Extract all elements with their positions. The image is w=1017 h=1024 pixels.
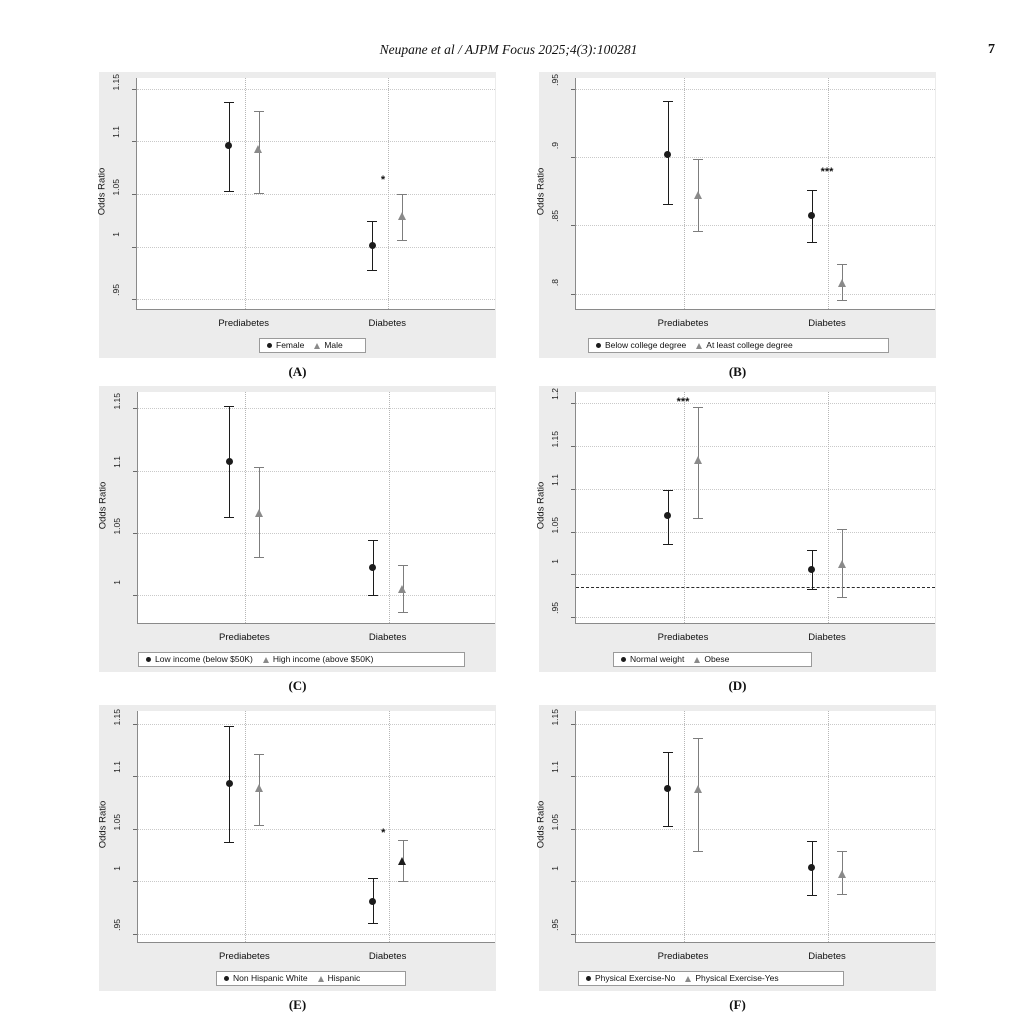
error-bar-cap — [693, 738, 703, 739]
error-bar-cap — [224, 406, 234, 407]
y-axis-tick-label: 1.15 — [112, 708, 122, 726]
significance-annotation: *** — [676, 396, 690, 408]
error-bar-cap — [693, 159, 703, 160]
y-axis-tick-mark — [571, 934, 575, 935]
x-axis-category-label: Prediabetes — [657, 318, 709, 329]
legend-marker-circle-icon — [586, 976, 591, 981]
error-bar-cap — [693, 231, 703, 232]
legend-marker-triangle-icon — [696, 343, 702, 349]
y-axis-tick-mark — [132, 299, 136, 300]
y-axis-tick-label: 1 — [112, 580, 122, 586]
x-axis-category-label: Diabetes — [368, 951, 407, 962]
y-axis-title: Odds Ratio — [535, 800, 547, 849]
y-axis-tick-label: .95 — [112, 918, 122, 931]
error-bar-cap — [398, 881, 408, 882]
legend-label: High income (above $50K) — [272, 654, 374, 665]
legend-label: Low income (below $50K) — [155, 654, 253, 665]
y-axis-tick-label: 1 — [550, 866, 560, 871]
y-axis-tick-mark — [571, 776, 575, 777]
gridline-vertical — [245, 392, 246, 623]
y-axis-tick-label: .95 — [111, 284, 121, 297]
legend-entry — [263, 655, 374, 664]
plot-area-a — [136, 78, 495, 310]
legend-entry — [694, 655, 729, 664]
data-point-marker-triangle — [254, 145, 262, 153]
error-bar-cap — [807, 242, 817, 243]
gridline-horizontal — [576, 489, 935, 490]
legend-marker-triangle-icon — [314, 343, 320, 349]
error-bar-cap — [254, 825, 264, 826]
gridline-horizontal — [137, 247, 495, 248]
y-axis-tick-label: .9 — [550, 142, 560, 150]
y-axis-tick-mark — [132, 194, 136, 195]
gridline-horizontal — [576, 934, 935, 935]
y-axis-title: Odds Ratio — [97, 800, 109, 849]
gridline-horizontal — [576, 574, 935, 575]
gridline-horizontal — [137, 194, 495, 195]
y-axis-tick-mark — [133, 595, 137, 596]
gridline-horizontal — [138, 934, 495, 935]
error-bar-cap — [367, 221, 377, 222]
error-bar-cap — [224, 102, 234, 103]
x-axis-category-label: Diabetes — [368, 318, 407, 329]
error-bar-cap — [837, 894, 847, 895]
significance-annotation: * — [380, 174, 386, 186]
data-point-marker-circle — [369, 242, 376, 249]
x-axis-category-label: Diabetes — [368, 632, 407, 643]
legend-entry — [224, 974, 308, 983]
error-bar-cap — [837, 597, 847, 598]
y-axis-tick-mark — [133, 829, 137, 830]
error-bar-cap — [224, 517, 234, 518]
y-axis-tick-mark — [132, 247, 136, 248]
legend-entry — [685, 974, 778, 983]
y-axis-tick-mark — [571, 157, 575, 158]
legend-label: Hispanic — [327, 973, 361, 984]
y-axis-tick-label: 1.05 — [112, 813, 122, 831]
y-axis-tick-label: .95 — [550, 602, 560, 614]
error-bar-cap — [224, 191, 234, 192]
gridline-horizontal — [138, 829, 495, 830]
legend-marker-circle-icon — [146, 657, 151, 662]
legend-entry — [267, 341, 304, 350]
significance-annotation: * — [381, 827, 386, 839]
y-axis-tick-mark — [133, 934, 137, 935]
error-bar-cap — [807, 550, 817, 551]
error-bar-cap — [368, 878, 378, 879]
gridline-horizontal — [576, 617, 935, 618]
y-axis-tick-mark — [571, 574, 575, 575]
legend-marker-circle-icon — [224, 976, 229, 981]
error-bar-cap — [368, 595, 378, 596]
x-axis-category-label: Prediabetes — [657, 951, 709, 962]
gridline-vertical — [684, 711, 685, 942]
legend-b — [588, 338, 889, 353]
error-bar-cap — [368, 540, 378, 541]
gridline-horizontal — [576, 446, 935, 447]
gridline-horizontal — [137, 89, 495, 90]
y-axis-tick-label: 1.2 — [550, 388, 560, 400]
error-bar-cap — [693, 851, 703, 852]
y-axis-tick-mark — [571, 403, 575, 404]
error-bar-cap — [837, 300, 847, 301]
y-axis-title: Odds Ratio — [535, 481, 547, 530]
error-bar-cap — [254, 111, 264, 112]
data-point-marker-circle — [226, 780, 233, 787]
panel-label-e: (E) — [288, 997, 307, 1012]
legend-e — [216, 971, 406, 986]
panel-label-d: (D) — [728, 678, 747, 693]
error-bar-cap — [807, 190, 817, 191]
x-axis-category-label: Diabetes — [808, 318, 846, 329]
legend-entry — [596, 341, 686, 350]
y-axis-tick-mark — [571, 89, 575, 90]
y-axis-tick-mark — [571, 724, 575, 725]
error-bar-cap — [397, 194, 407, 195]
legend-entry — [318, 974, 361, 983]
plot-area-c — [137, 392, 495, 624]
y-axis-tick-mark — [571, 617, 575, 618]
data-point-marker-triangle — [255, 784, 263, 792]
page-number: 7 — [988, 42, 995, 57]
gridline-horizontal — [138, 595, 495, 596]
error-bar-cap — [398, 612, 408, 613]
gridline-horizontal — [576, 89, 935, 90]
y-axis-tick-mark — [132, 89, 136, 90]
legend-label: Male — [324, 340, 343, 351]
plot-area-b — [575, 78, 935, 310]
error-bar-cap — [254, 754, 264, 755]
gridline-horizontal — [138, 533, 495, 534]
legend-label: Obese — [704, 654, 730, 665]
x-axis-category-label: Diabetes — [808, 951, 846, 962]
y-axis-tick-label: .95 — [550, 918, 560, 931]
data-point-marker-triangle — [838, 560, 846, 568]
data-point-marker-triangle — [398, 857, 406, 865]
error-bar-cap — [807, 841, 817, 842]
error-bar-cap — [837, 529, 847, 530]
gridline-vertical — [684, 78, 685, 309]
y-axis-tick-mark — [571, 489, 575, 490]
gridline-horizontal — [137, 141, 495, 142]
y-axis-title: Odds Ratio — [97, 481, 109, 530]
y-axis-tick-mark — [571, 446, 575, 447]
gridline-horizontal — [138, 408, 495, 409]
y-axis-tick-label: 1 — [111, 231, 121, 237]
legend-marker-circle-icon — [596, 343, 601, 348]
gridline-horizontal — [576, 157, 935, 158]
error-bar-cap — [663, 490, 673, 491]
legend-label: Physical Exercise-Yes — [695, 973, 779, 984]
y-axis-tick-label: 1.1 — [111, 126, 121, 139]
y-axis-tick-label: 1.05 — [550, 516, 560, 534]
data-point-marker-triangle — [838, 870, 846, 878]
gridline-vertical — [389, 392, 390, 623]
y-axis-tick-label: 1.05 — [550, 813, 560, 831]
running-head: Neupane et al / AJPM Focus 2025;4(3):100281 — [379, 42, 638, 57]
y-axis-tick-mark — [133, 471, 137, 472]
legend-d — [613, 652, 812, 667]
y-axis-tick-label: 1.1 — [550, 473, 560, 486]
gridline-vertical — [245, 711, 246, 942]
panel-label-c: (C) — [288, 678, 307, 693]
gridline-vertical — [828, 392, 829, 623]
gridline-horizontal — [576, 225, 935, 226]
gridline-horizontal — [576, 829, 935, 830]
y-axis-tick-label: 1.15 — [112, 393, 122, 410]
error-bar-cap — [807, 589, 817, 590]
error-bar-cap — [224, 726, 234, 727]
gridline-horizontal — [576, 881, 935, 882]
gridline-horizontal — [138, 881, 495, 882]
y-axis-tick-mark — [133, 408, 137, 409]
legend-label: Female — [276, 340, 305, 351]
y-axis-tick-mark — [133, 881, 137, 882]
error-bar-cap — [397, 240, 407, 241]
gridline-horizontal — [576, 294, 935, 295]
error-bar-cap — [663, 826, 673, 827]
legend-entry — [146, 655, 253, 664]
error-bar-cap — [663, 204, 673, 205]
y-axis-tick-mark — [571, 225, 575, 226]
y-axis-tick-label: 1.1 — [112, 761, 122, 773]
data-point-marker-triangle — [255, 509, 263, 517]
data-point-marker-triangle — [694, 785, 702, 793]
legend-marker-triangle-icon — [694, 657, 700, 663]
error-bar-cap — [254, 193, 264, 194]
error-bar-cap — [807, 895, 817, 896]
y-axis-tick-mark — [132, 141, 136, 142]
y-axis-tick-mark — [133, 776, 137, 777]
error-bar-cap — [663, 101, 673, 102]
y-axis-tick-mark — [571, 294, 575, 295]
y-axis-tick-mark — [571, 881, 575, 882]
plot-area-e — [137, 711, 495, 943]
error-bar-cap — [254, 467, 264, 468]
error-bar-cap — [837, 264, 847, 265]
error-bar-cap — [663, 544, 673, 545]
legend-entry — [696, 341, 792, 350]
error-bar-cap — [368, 923, 378, 924]
error-bar-cap — [693, 518, 703, 519]
error-bar-cap — [254, 557, 264, 558]
x-axis-category-label: Prediabetes — [219, 632, 270, 643]
plot-area-f — [575, 711, 935, 943]
y-axis-tick-label: .95 — [550, 73, 560, 86]
x-axis-category-label: Prediabetes — [219, 951, 270, 962]
legend-marker-circle-icon — [621, 657, 626, 662]
y-axis-tick-label: 1 — [112, 866, 122, 871]
plot-area-d — [575, 392, 935, 624]
error-bar-cap — [367, 270, 377, 271]
y-axis-tick-label: 1.15 — [550, 708, 560, 726]
y-axis-tick-label: 1 — [550, 559, 560, 565]
x-axis-category-label: Prediabetes — [657, 632, 709, 643]
data-point-marker-triangle — [694, 191, 702, 199]
y-axis-tick-mark — [133, 533, 137, 534]
legend-label: Normal weight — [630, 654, 685, 665]
gridline-vertical — [828, 711, 829, 942]
legend-f — [578, 971, 844, 986]
y-axis-tick-label: 1.1 — [112, 455, 122, 468]
gridline-vertical — [245, 78, 246, 309]
error-bar-cap — [837, 851, 847, 852]
gridline-horizontal — [137, 299, 495, 300]
significance-annotation: *** — [820, 166, 834, 178]
gridline-vertical — [828, 78, 829, 309]
y-axis-tick-mark — [571, 829, 575, 830]
legend-marker-triangle-icon — [263, 657, 269, 663]
data-point-marker-triangle — [838, 279, 846, 287]
data-point-marker-triangle — [694, 456, 702, 464]
gridline-vertical — [389, 711, 390, 942]
gridline-horizontal — [138, 471, 495, 472]
data-point-marker-triangle — [398, 212, 406, 220]
error-bar-cap — [398, 565, 408, 566]
panel-label-f: (F) — [729, 997, 746, 1012]
y-axis-title: Odds Ratio — [96, 167, 108, 216]
y-axis-tick-label: 1.1 — [550, 761, 560, 773]
gridline-horizontal — [576, 776, 935, 777]
gridline-horizontal — [138, 776, 495, 777]
gridline-horizontal — [576, 532, 935, 533]
gridline-vertical — [388, 78, 389, 309]
error-bar-cap — [398, 840, 408, 841]
legend-label: Below college degree — [605, 340, 687, 351]
legend-marker-triangle-icon — [685, 976, 691, 982]
y-axis-tick-mark — [571, 532, 575, 533]
legend-a — [259, 338, 366, 353]
reference-line — [576, 587, 935, 588]
legend-label: Non Hispanic White — [233, 973, 308, 984]
data-point-marker-triangle — [398, 585, 406, 593]
legend-label: At least college degree — [706, 340, 793, 351]
legend-marker-triangle-icon — [318, 976, 324, 982]
legend-entry — [314, 341, 342, 350]
y-axis-title: Odds Ratio — [535, 167, 547, 216]
panel-label-b: (B) — [728, 364, 747, 379]
error-bar-cap — [224, 842, 234, 843]
gridline-horizontal — [576, 724, 935, 725]
error-bar-cap — [663, 752, 673, 753]
panel-label-a: (A) — [288, 364, 307, 379]
data-point-marker-circle — [369, 898, 376, 905]
gridline-vertical — [684, 392, 685, 623]
x-axis-category-label: Diabetes — [808, 632, 846, 643]
gridline-horizontal — [576, 403, 935, 404]
legend-entry — [621, 655, 684, 664]
y-axis-tick-label: .8 — [550, 278, 560, 286]
legend-entry — [586, 974, 675, 983]
y-axis-tick-label: 1.15 — [111, 73, 121, 91]
legend-label: Physical Exercise-No — [595, 973, 676, 984]
y-axis-tick-label: 1.15 — [550, 430, 560, 448]
y-axis-tick-mark — [133, 724, 137, 725]
gridline-horizontal — [138, 724, 495, 725]
error-bar-cap — [693, 407, 703, 408]
legend-marker-circle-icon — [267, 343, 272, 348]
y-axis-tick-label: 1.05 — [111, 179, 121, 196]
x-axis-category-label: Prediabetes — [218, 318, 270, 329]
legend-c — [138, 652, 465, 667]
page-header — [0, 42, 1017, 64]
y-axis-tick-label: 1.05 — [112, 517, 122, 535]
error-bar-line — [698, 738, 699, 850]
y-axis-tick-label: .85 — [550, 210, 560, 223]
